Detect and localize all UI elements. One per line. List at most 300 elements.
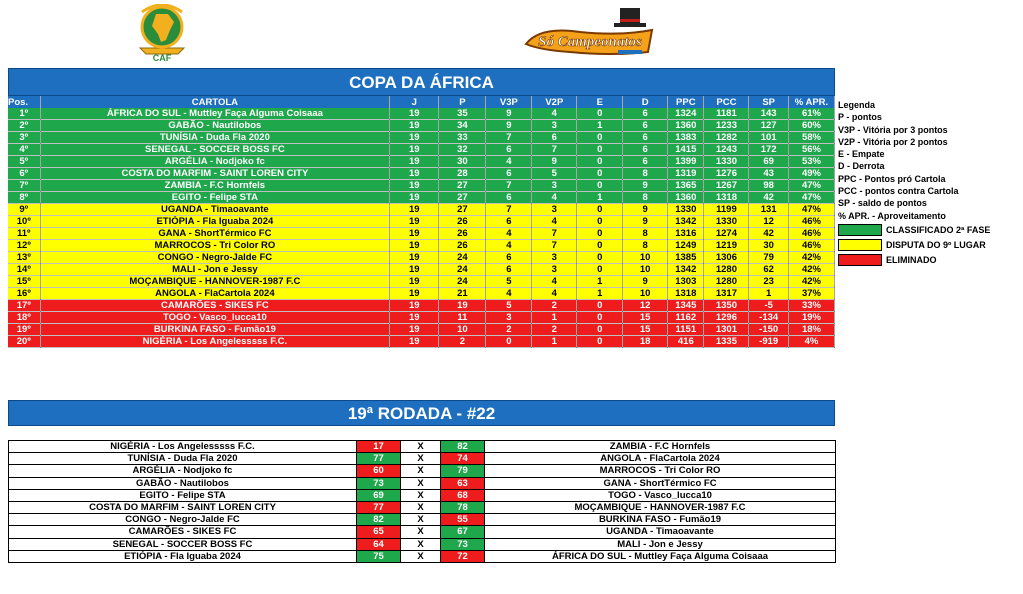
stat-cell: 172 [749,144,789,156]
stat-cell: 42% [788,252,834,264]
stat-cell: 6 [486,252,532,264]
stat-cell: 1365 [668,180,704,192]
stat-cell: 0 [577,264,623,276]
home-score-cell: 75 [357,550,401,562]
stat-cell: 1 [577,288,623,300]
stat-cell: 1280 [704,264,749,276]
so-campeonatos-logo [520,8,662,60]
stat-cell: 7 [486,132,532,144]
standings-row [8,300,835,312]
stat-cell: 11º [8,228,40,240]
home-team-cell: GABÃO - Nautilobos [9,477,357,489]
stat-cell: 1316 [668,228,704,240]
stat-cell: 2 [486,324,532,336]
team-name-cell: BURKINA FASO - Fumão19 [40,324,390,336]
stat-cell: 27 [439,180,486,192]
standings-row [8,264,835,276]
stat-cell: 1318 [704,192,749,204]
game-row [9,514,836,526]
stat-cell: 19 [390,312,439,324]
stat-cell: -134 [749,312,789,324]
stat-cell: 24 [439,252,486,264]
legend-line: % APR. - Aproveitamento [838,210,946,221]
stat-cell: 3 [532,204,577,216]
stat-cell: 7 [532,144,577,156]
stat-cell: 8 [623,240,668,252]
stat-cell: 6 [623,108,668,120]
stat-cell: 1 [532,336,577,348]
stat-cell: 6 [486,264,532,276]
standings-row [8,240,835,252]
stat-cell: 1330 [704,156,749,168]
team-name-cell: GABÃO - Nautilobos [40,120,390,132]
stat-cell: 6 [486,192,532,204]
stat-cell: 24 [439,276,486,288]
stat-cell: 1219 [704,240,749,252]
stat-cell: 19 [390,132,439,144]
stat-cell: 8 [623,168,668,180]
standings-row [8,204,835,216]
stat-cell: 42 [749,228,789,240]
stat-cell: 1233 [704,120,749,132]
stat-cell: 26 [439,240,486,252]
stat-cell: 1181 [704,108,749,120]
stat-cell: 12 [623,300,668,312]
legend-swatch [838,224,882,236]
standings-row [8,132,835,144]
stat-cell: 19 [390,120,439,132]
stat-cell: 18% [788,324,834,336]
stat-cell: 1399 [668,156,704,168]
stat-cell: 19 [390,192,439,204]
stat-cell: 101 [749,132,789,144]
stat-cell: 3 [486,312,532,324]
stat-cell: 19 [439,300,486,312]
legend-swatch [838,239,882,251]
home-score-cell: 77 [357,453,401,465]
stat-cell: 1342 [668,264,704,276]
stat-cell: 47% [788,180,834,192]
legend-line: P - pontos [838,112,882,123]
away-score-cell: 79 [441,465,485,477]
stat-cell: 46% [788,216,834,228]
stat-cell: 1243 [704,144,749,156]
stat-cell: 10 [623,252,668,264]
stat-cell: 7 [532,240,577,252]
stat-cell: 0 [577,156,623,168]
stat-cell: 1267 [704,180,749,192]
stat-cell: 3 [532,264,577,276]
caf-logo [132,4,192,62]
stat-cell: 1360 [668,192,704,204]
stat-cell: 1276 [704,168,749,180]
stat-cell: 27 [439,192,486,204]
stat-cell: 6 [623,156,668,168]
stat-cell: 1385 [668,252,704,264]
standings-title: COPA DA ÁFRICA [8,68,835,96]
away-score-cell: 78 [441,501,485,513]
standings-header-row [8,96,835,108]
column-header: P [439,96,486,108]
stat-cell: 1318 [668,288,704,300]
stat-cell: 1151 [668,324,704,336]
stat-cell: 8 [623,192,668,204]
stat-cell: 9 [486,108,532,120]
standings-panel [8,68,835,348]
stat-cell: 10 [439,324,486,336]
standings-row [8,336,835,348]
stat-cell: 4 [486,156,532,168]
standings-table [8,96,835,348]
away-score-cell: 67 [441,526,485,538]
stat-cell: 5 [532,168,577,180]
stat-cell: 0 [577,312,623,324]
home-team-cell: NIGÉRIA - Los Angelesssss F.C. [9,441,357,453]
versus-cell: X [401,538,441,550]
stat-cell: 1282 [704,132,749,144]
stat-cell: 12º [8,240,40,252]
stat-cell: 35 [439,108,486,120]
stat-cell: 19º [8,324,40,336]
stat-cell: 4 [532,216,577,228]
stat-cell: 13º [8,252,40,264]
team-name-cell: ARGÉLIA - Nodjoko fc [40,156,390,168]
stat-cell: 69 [749,156,789,168]
home-team-cell: ETIÓPIA - Fla Iguaba 2024 [9,550,357,562]
stat-cell: 3 [532,252,577,264]
home-score-cell: 65 [357,526,401,538]
stat-cell: 6 [623,120,668,132]
stat-cell: 30 [749,240,789,252]
stat-cell: -150 [749,324,789,336]
stat-cell: 3º [8,132,40,144]
stat-cell: 19 [390,252,439,264]
stat-cell: 18º [8,312,40,324]
stat-cell: 19 [390,276,439,288]
home-score-cell: 69 [357,489,401,501]
stat-cell: 79 [749,252,789,264]
versus-cell: X [401,453,441,465]
home-score-cell: 17 [357,441,401,453]
legend-key-label: ELIMINADO [886,254,937,265]
stat-cell: 0 [577,336,623,348]
away-team-cell: ÁFRICA DO SUL - Muttley Faça Alguma Coisaaa [485,550,836,562]
stat-cell: 47% [788,204,834,216]
stat-cell: 2 [439,336,486,348]
stat-cell: 98 [749,180,789,192]
versus-cell: X [401,477,441,489]
stat-cell: 56% [788,144,834,156]
stat-cell: 7º [8,180,40,192]
away-score-cell: 63 [441,477,485,489]
standings-row [8,192,835,204]
stat-cell: 9º [8,204,40,216]
stat-cell: 1 [749,288,789,300]
stat-cell: 12 [749,216,789,228]
standings-row [8,144,835,156]
stat-cell: 6 [532,132,577,144]
stat-cell: 1249 [668,240,704,252]
legend-line: SP - saldo de pontos [838,198,927,209]
game-row [9,453,836,465]
round-title: 19ª RODADA - #22 [8,400,835,426]
home-score-cell: 73 [357,477,401,489]
stat-cell: 10º [8,216,40,228]
stat-cell: 15 [623,312,668,324]
versus-cell: X [401,441,441,453]
stat-cell: 19 [390,168,439,180]
stat-cell: 32 [439,144,486,156]
stat-cell: 1345 [668,300,704,312]
stat-cell: 42 [749,192,789,204]
team-name-cell: ETIÓPIA - Fla Iguaba 2024 [40,216,390,228]
away-team-cell: MALI - Jon e Jessy [485,538,836,550]
stat-cell: 1342 [668,216,704,228]
stat-cell: 10 [623,288,668,300]
stat-cell: 7 [486,180,532,192]
stat-cell: 1415 [668,144,704,156]
legend-key-label: CLASSIFICADO 2ª FASE [886,224,991,235]
stat-cell: 1303 [668,276,704,288]
stat-cell: 0 [577,300,623,312]
stat-cell: 1383 [668,132,704,144]
away-score-cell: 82 [441,441,485,453]
stat-cell: 0 [577,180,623,192]
team-name-cell: GANA - ShortTérmico FC [40,228,390,240]
stat-cell: 19 [390,324,439,336]
stat-cell: 47% [788,192,834,204]
away-team-cell: GANA - ShortTérmico FC [485,477,836,489]
team-name-cell: NIGÉRIA - Los Angelesssss F.C. [40,336,390,348]
stat-cell: 17º [8,300,40,312]
stat-cell: 1306 [704,252,749,264]
legend-line: E - Empate [838,149,885,160]
home-team-cell: SENEGAL - SOCCER BOSS FC [9,538,357,550]
stat-cell: 0 [577,216,623,228]
stat-cell: 1199 [704,204,749,216]
stat-cell: 0 [577,108,623,120]
legend-line: PCC - pontos contra Cartola [838,186,959,197]
stat-cell: 24 [439,264,486,276]
versus-cell: X [401,550,441,562]
team-name-cell: COSTA DO MARFIM - SAINT LOREN CITY [40,168,390,180]
away-team-cell: ZAMBIA - F.C Hornfels [485,441,836,453]
stat-cell: 58% [788,132,834,144]
stat-cell: 9 [486,120,532,132]
stat-cell: 37% [788,288,834,300]
column-header: % APR. [788,96,834,108]
standings-row [8,324,835,336]
home-team-cell: COSTA DO MARFIM - SAINT LOREN CITY [9,501,357,513]
stat-cell: 0 [577,240,623,252]
home-score-cell: 77 [357,501,401,513]
home-score-cell: 82 [357,514,401,526]
stat-cell: 1 [577,276,623,288]
stat-cell: 9 [623,276,668,288]
team-name-cell: MALI - Jon e Jessy [40,264,390,276]
stat-cell: 11 [439,312,486,324]
stat-cell: 1280 [704,276,749,288]
stat-cell: 19 [390,240,439,252]
stat-cell: 143 [749,108,789,120]
legend-key-label: DISPUTA DO 9º LUGAR [886,239,986,250]
stat-cell: 7 [532,228,577,240]
column-header: CARTOLA [40,96,390,108]
stat-cell: 8 [623,228,668,240]
legend-swatch [838,254,882,266]
stat-cell: 1301 [704,324,749,336]
team-name-cell: ZAMBIA - F.C Hornfels [40,180,390,192]
stat-cell: 127 [749,120,789,132]
column-header: PCC [704,96,749,108]
stat-cell: 4 [486,288,532,300]
team-name-cell: MOÇAMBIQUE - HANNOVER-1987 F.C [40,276,390,288]
column-header: V3P [486,96,532,108]
stat-cell: 27 [439,204,486,216]
away-score-cell: 73 [441,538,485,550]
away-score-cell: 55 [441,514,485,526]
stat-cell: 5 [486,300,532,312]
stat-cell: 19 [390,108,439,120]
standings-row [8,288,835,300]
stat-cell: 0 [577,204,623,216]
stat-cell: 1162 [668,312,704,324]
stat-cell: 6 [486,144,532,156]
stat-cell: 0 [577,168,623,180]
home-team-cell: CONGO - Negro-Jalde FC [9,514,357,526]
stat-cell: 6 [486,168,532,180]
stat-cell: 62 [749,264,789,276]
game-row [9,538,836,550]
column-header: D [623,96,668,108]
standings-row [8,276,835,288]
stat-cell: 46% [788,240,834,252]
stat-cell: 0 [577,132,623,144]
column-header: J [390,96,439,108]
stat-cell: 23 [749,276,789,288]
stat-cell: 1350 [704,300,749,312]
stat-cell: 42% [788,264,834,276]
standings-row [8,168,835,180]
stat-cell: 15 [623,324,668,336]
team-name-cell: TOGO - Vasco_lucca10 [40,312,390,324]
column-header: V2P [532,96,577,108]
stat-cell: 53% [788,156,834,168]
stat-cell: 2 [532,324,577,336]
game-row [9,477,836,489]
stat-cell: 19 [390,288,439,300]
stat-cell: 61% [788,108,834,120]
stat-cell: 19 [390,264,439,276]
legend-key [838,253,1020,267]
stat-cell: 16º [8,288,40,300]
stat-cell: 6 [623,132,668,144]
team-name-cell: UGANDA - Timaoavante [40,204,390,216]
column-header: Pos. [8,96,40,108]
stat-cell: 0 [577,228,623,240]
home-team-cell: CAMARÕES - SIKES FC [9,526,357,538]
stat-cell: 19 [390,216,439,228]
game-row [9,465,836,477]
team-name-cell: CONGO - Negro-Jalde FC [40,252,390,264]
standings-row [8,120,835,132]
stat-cell: 4% [788,336,834,348]
so-campeonatos-text: Só Campeonatos [538,34,642,50]
games-table [8,440,836,563]
stat-cell: 49% [788,168,834,180]
team-name-cell: CAMARÕES - SIKES FC [40,300,390,312]
stat-cell: 3 [532,180,577,192]
stat-cell: 33 [439,132,486,144]
team-name-cell: SENEGAL - SOCCER BOSS FC [40,144,390,156]
stat-cell: 4 [532,276,577,288]
stat-cell: 1330 [668,204,704,216]
stat-cell: 5º [8,156,40,168]
team-name-cell: MARROCOS - Tri Color RO [40,240,390,252]
stat-cell: 1317 [704,288,749,300]
stat-cell: 9 [623,216,668,228]
stat-cell: 1324 [668,108,704,120]
stat-cell: 4 [532,192,577,204]
home-team-cell: ARGÉLIA - Nodjoko fc [9,465,357,477]
stat-cell: 1360 [668,120,704,132]
stat-cell: 26 [439,228,486,240]
stat-cell: 19 [390,180,439,192]
home-team-cell: TUNÍSIA - Duda Fla 2020 [9,453,357,465]
stat-cell: 2 [532,300,577,312]
home-score-cell: 60 [357,465,401,477]
versus-cell: X [401,501,441,513]
home-team-cell: EGITO - Felipe STA [9,489,357,501]
away-team-cell: MARROCOS - Tri Color RO [485,465,836,477]
stat-cell: 33% [788,300,834,312]
versus-cell: X [401,465,441,477]
column-header: SP [749,96,789,108]
legend-title: Legenda [838,100,876,110]
stat-cell: 60% [788,120,834,132]
home-score-cell: 64 [357,538,401,550]
stat-cell: 46% [788,228,834,240]
stat-cell: 43 [749,168,789,180]
team-name-cell: EGITO - Felipe STA [40,192,390,204]
stat-cell: 0 [577,252,623,264]
stat-cell: 21 [439,288,486,300]
column-header: E [577,96,623,108]
stat-cell: 18 [623,336,668,348]
stat-cell: 4 [486,240,532,252]
game-row [9,441,836,453]
legend-key [838,223,1020,237]
stat-cell: 8º [8,192,40,204]
standings-row [8,312,835,324]
stat-cell: 0 [577,144,623,156]
stat-cell: 6º [8,168,40,180]
versus-cell: X [401,526,441,538]
stat-cell: 19 [390,300,439,312]
versus-cell: X [401,514,441,526]
standings-row [8,180,835,192]
away-score-cell: 68 [441,489,485,501]
game-row [9,501,836,513]
stat-cell: 19 [390,144,439,156]
stat-cell: 5 [486,276,532,288]
stat-cell: 1319 [668,168,704,180]
stat-cell: 30 [439,156,486,168]
versus-cell: X [401,489,441,501]
stat-cell: 9 [532,156,577,168]
stat-cell: 6 [486,216,532,228]
stat-cell: 6 [623,144,668,156]
